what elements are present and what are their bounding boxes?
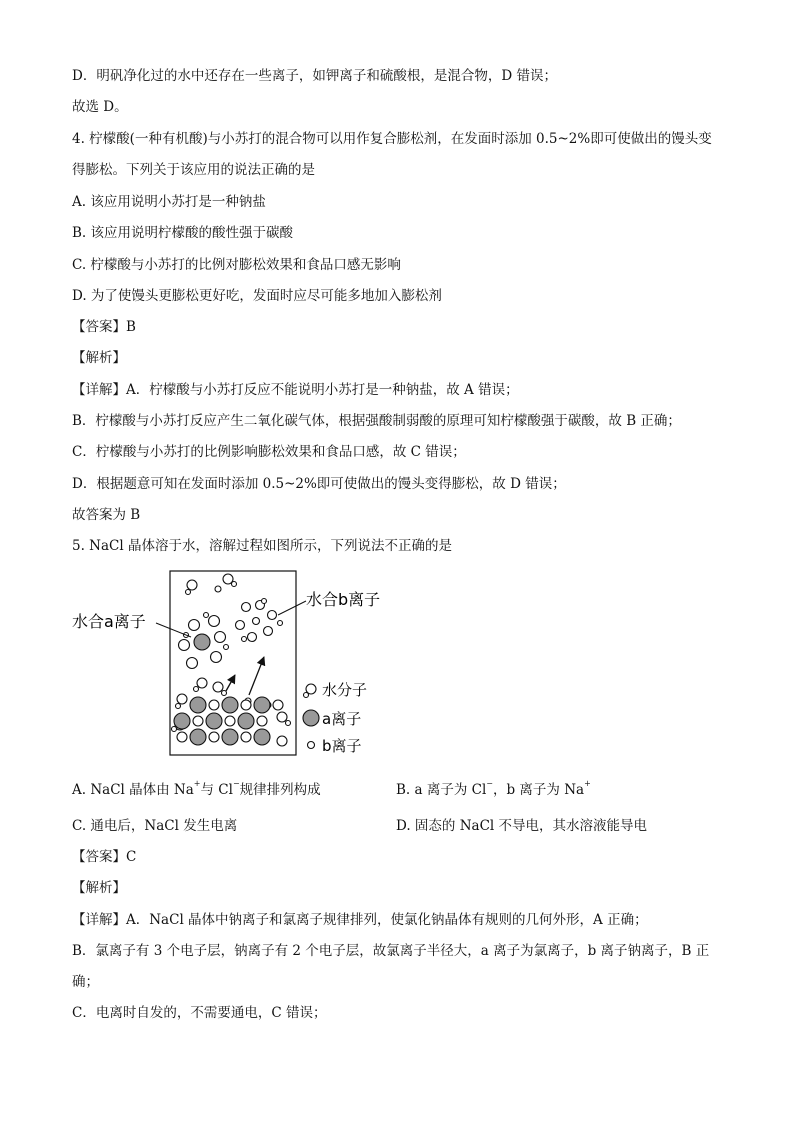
question-4-stem: 得膨松。下列关于该应用的说法正确的是 [72,162,315,178]
answer-label: 【答案】B [72,319,136,335]
q5-option-c: C. 通电后，NaCl 发生电离 [72,818,238,834]
question-4-stem: 4. 柠檬酸(一种有机酸)与小苏打的混合物可以用作复合膨松剂，在发面时添加 0.5~2%即可使做出的馒头变 [72,131,712,147]
final-answer: 故答案为 B [72,507,141,523]
text-line: D．明矾净化过的水中还存在一些离子，如钾离子和硫酸根，是混合物，D 错误； [72,68,557,84]
analysis-label: 【解析】 [72,350,126,366]
legend-b-ion: b离子 [322,737,362,755]
detail-line: B．氯离子有 3 个电子层，钠离子有 2 个电子层，故氯离子半径大，a 离子为氯离子，b 离子钠离子，B 正 [72,943,710,959]
option-d: D. 为了使馒头更膨松更好吃，发面时应尽可能多地加入膨松剂 [72,288,442,304]
detail-line: 【详解】A．柠檬酸与小苏打反应不能说明小苏打是一种钠盐，故 A 错误； [72,382,519,398]
answer-label: 【答案】C [72,849,137,865]
detail-line: B．柠檬酸与小苏打反应产生二氧化碳气体，根据强酸制弱酸的原理可知柠檬酸强于碳酸，故 B 正确； [72,413,681,429]
q5-option-d: D. 固态的 NaCl 不导电，其水溶液能导电 [396,818,648,834]
question-5-stem: 5. NaCl 晶体溶于水，溶解过程如图所示，下列说法不正确的是 [72,538,452,554]
detail-line: C．电离时自发的，不需要通电，C 错误； [72,1005,327,1021]
detail-line: C．柠檬酸与小苏打的比例影响膨松效果和食品口感，故 C 错误； [72,444,466,460]
detail-line: 确； [72,974,99,990]
q5-option-a: A. NaCl 晶体由 Na+与 Cl−规律排列构成 [72,779,321,798]
analysis-label: 【解析】 [72,880,126,896]
option-c: C. 柠檬酸与小苏打的比例对膨松效果和食品口感无影响 [72,257,401,273]
option-b: B. 该应用说明柠檬酸的酸性强于碳酸 [72,225,294,241]
detail-line: D．根据题意可知在发面时添加 0.5~2%即可使做出的馒头变得膨松，故 D 错误； [72,476,566,492]
option-a: A. 该应用说明小苏打是一种钠盐 [72,194,266,210]
q5-option-b: B. a 离子为 Cl−，b 离子为 Na+ [396,779,591,798]
legend-water: 水分子 [322,681,368,699]
label-hydrated-b: 水合b离子 [306,590,381,609]
dissolution-diagram [68,565,398,760]
legend-a-ion: a离子 [322,710,362,728]
label-hydrated-a: 水合a离子 [72,612,146,631]
detail-line: 【详解】A．NaCl 晶体中钠离子和氯离子规律排列，使氯化钠晶体有规则的几何外形，A 正确； [72,912,648,928]
text-line: 故选 D。 [72,99,128,115]
